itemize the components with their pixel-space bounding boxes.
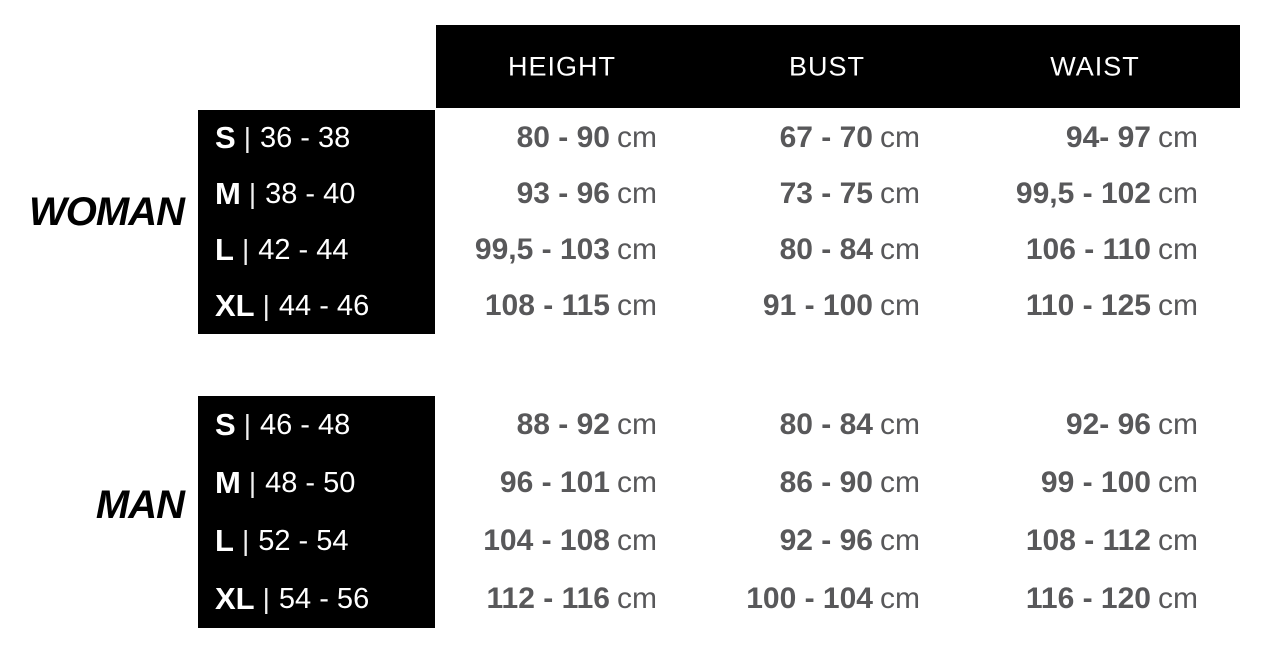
data-row <box>435 110 1198 166</box>
measurement-unit: cm <box>617 466 657 499</box>
bust-cell <box>763 289 920 323</box>
measurement-unit: cm <box>1158 582 1198 615</box>
data-row <box>435 222 1198 278</box>
waist-cell <box>1066 408 1198 442</box>
data-row <box>435 278 1198 334</box>
bust-cell <box>780 177 920 211</box>
bust-cell <box>780 524 920 558</box>
data-row <box>435 570 1198 628</box>
size-range: 42 - 44 <box>258 233 349 266</box>
measurement-value: 92- 96 <box>1065 408 1151 441</box>
measurement-value: 80 - 84 <box>779 233 873 266</box>
man-measurements <box>435 396 1198 628</box>
measurement-unit: cm <box>617 524 657 557</box>
size-row <box>215 454 435 512</box>
size-range: 54 - 56 <box>278 582 370 615</box>
measurement-unit: cm <box>880 233 920 266</box>
height-cell <box>500 466 657 500</box>
size-box-woman <box>198 110 435 334</box>
size-row <box>215 278 435 334</box>
height-cell <box>517 408 657 442</box>
measurement-unit: cm <box>617 177 657 210</box>
size-separator: | <box>243 409 251 440</box>
data-row <box>435 512 1198 570</box>
measurement-unit: cm <box>617 582 657 615</box>
waist-cell <box>1041 466 1198 500</box>
measurement-unit: cm <box>880 582 920 615</box>
size-letter: M <box>215 176 241 211</box>
measurement-header-bar <box>436 25 1240 108</box>
measurement-unit: cm <box>880 408 920 441</box>
height-cell <box>483 524 657 558</box>
measurement-value: 73 - 75 <box>779 177 873 210</box>
measurement-unit: cm <box>880 289 920 322</box>
gender-label-man: MAN <box>95 483 184 527</box>
size-letter: M <box>215 465 241 500</box>
bust-cell <box>780 408 920 442</box>
measurement-unit: cm <box>880 524 920 557</box>
size-box-man <box>198 396 435 628</box>
height-cell <box>517 121 657 155</box>
size-row <box>215 222 435 278</box>
size-range: 38 - 40 <box>265 177 356 210</box>
waist-cell <box>1016 177 1198 211</box>
bust-cell <box>780 233 920 267</box>
woman-measurements <box>435 110 1198 334</box>
waist-cell <box>1026 289 1198 323</box>
bust-cell <box>780 121 920 155</box>
data-row <box>435 166 1198 222</box>
size-letter: L <box>215 523 234 558</box>
size-row <box>215 110 435 166</box>
measurement-unit: cm <box>880 121 920 154</box>
measurement-value: 92 - 96 <box>779 524 873 557</box>
waist-cell <box>1066 121 1198 155</box>
data-row <box>435 454 1198 512</box>
measurement-value: 99,5 - 102 <box>1015 177 1151 210</box>
size-range: 44 - 46 <box>278 289 370 322</box>
waist-cell <box>1026 233 1198 267</box>
measurement-unit: cm <box>880 466 920 499</box>
measurement-value: 104 - 108 <box>483 524 610 557</box>
size-letter: S <box>215 120 236 155</box>
measurement-value: 106 - 110 <box>1025 233 1151 266</box>
measurement-value: 86 - 90 <box>779 466 873 499</box>
measurement-value: 108 - 115 <box>484 289 610 322</box>
size-row <box>215 570 435 628</box>
size-separator: | <box>241 525 250 556</box>
measurement-value: 67 - 70 <box>779 121 873 154</box>
measurement-unit: cm <box>1158 408 1198 441</box>
measurement-value: 112 - 116 <box>486 582 610 615</box>
measurement-unit: cm <box>1158 121 1198 154</box>
bust-cell <box>780 466 920 500</box>
data-row <box>435 396 1198 454</box>
measurement-unit: cm <box>1158 289 1198 322</box>
column-header-height: HEIGHT <box>507 51 617 81</box>
measurement-value: 99,5 - 103 <box>474 233 610 266</box>
measurement-unit: cm <box>1158 524 1198 557</box>
measurement-value: 110 - 125 <box>1025 289 1151 322</box>
waist-cell <box>1026 524 1198 558</box>
measurement-value: 91 - 100 <box>762 289 873 322</box>
size-range: 52 - 54 <box>258 524 349 557</box>
measurement-value: 93 - 96 <box>516 177 610 210</box>
size-separator: | <box>262 583 270 614</box>
size-row <box>215 512 435 570</box>
size-range: 46 - 48 <box>259 408 351 441</box>
size-separator: | <box>248 467 257 498</box>
size-letter: L <box>215 232 234 267</box>
measurement-unit: cm <box>1158 233 1198 266</box>
size-letter: XL <box>215 288 255 323</box>
height-cell <box>475 233 657 267</box>
size-separator: | <box>241 234 250 265</box>
height-cell <box>485 289 657 323</box>
measurement-value: 94- 97 <box>1065 121 1151 154</box>
measurement-unit: cm <box>1158 466 1198 499</box>
measurement-unit: cm <box>617 408 657 441</box>
size-range: 48 - 50 <box>265 466 356 499</box>
size-row <box>215 166 435 222</box>
height-cell <box>487 582 657 616</box>
measurement-unit: cm <box>1158 177 1198 210</box>
measurement-value: 96 - 101 <box>499 466 610 499</box>
gender-label-woman: WOMAN <box>29 190 184 234</box>
size-separator: | <box>248 178 257 209</box>
height-cell <box>517 177 657 211</box>
size-row <box>215 396 435 454</box>
measurement-unit: cm <box>880 177 920 210</box>
measurement-value: 80 - 90 <box>516 121 610 154</box>
measurement-value: 88 - 92 <box>516 408 610 441</box>
size-separator: | <box>262 290 270 321</box>
measurement-unit: cm <box>617 121 657 154</box>
measurement-value: 99 - 100 <box>1040 466 1151 499</box>
measurement-value: 80 - 84 <box>779 408 873 441</box>
bust-cell <box>746 582 920 616</box>
column-header-waist: WAIST <box>1050 51 1140 81</box>
column-header-bust: BUST <box>788 51 866 81</box>
measurement-value: 116 - 120 <box>1025 582 1151 615</box>
measurement-unit: cm <box>617 233 657 266</box>
measurement-unit: cm <box>617 289 657 322</box>
size-letter: XL <box>215 581 255 616</box>
size-separator: | <box>243 122 251 153</box>
size-range: 36 - 38 <box>259 121 351 154</box>
waist-cell <box>1026 582 1198 616</box>
measurement-value: 100 - 104 <box>746 582 873 615</box>
measurement-value: 108 - 112 <box>1025 524 1151 557</box>
size-letter: S <box>215 407 236 442</box>
